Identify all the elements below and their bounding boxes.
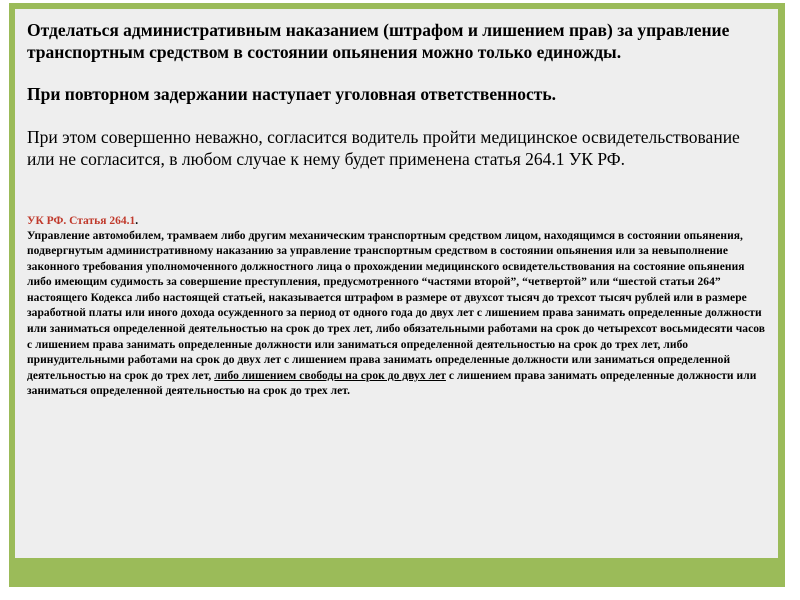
criminal-liability-paragraph: При повторном задержании наступает уголовная ответственность. xyxy=(27,84,557,104)
article-text xyxy=(27,229,767,401)
intro-paragraph: Отделаться административным наказанием (штрафом и лишением прав) за управление транспортным средством в состоянии опьянения можно только единожды. xyxy=(27,20,730,62)
medical-exam-paragraph: При этом совершенно неважно, согласится водитель пройти медицинское освидетельствование или не согласится, в любом случае к нему будет применена статья 264.1 УК РФ. xyxy=(27,126,740,169)
slide-frame xyxy=(9,3,785,587)
article-text-underlined: либо лишением свободы на срок до двух лет xyxy=(214,369,446,382)
slide-body xyxy=(15,9,778,558)
article-text-part-1: Управление автомобилем, трамваем либо другим механическим транспортным средством лицом, находящимся в состоянии опьянения, подвергнутым административному наказанию за управление транспортным средством в состоянии опьянения или за невыполнение законного требования уполномоченного должностного лица о прохождении медицинского освидетельствования на состояние опьянения либо имеющим судимость за совершение преступления, предусмотренного “частями второй”, “четвертой” или “шестой статьи 264” настоящего Кодекса либо настоящей статьей, наказывается штрафом в размере от двухсот тысяч до трехсот тысяч рублей или в размере заработной платы или иного дохода осужденного за период от одного года до двух лет с лишением права занимать определенные должности или заниматься определенной деятельностью на срок до трех лет, либо обязательными работами на срок до четырехсот восьмидесяти часов с лишением права занимать определенные должности или заниматься определенной деятельностью на срок до трех лет, либо принудительными работами на срок до двух лет с лишением права занимать определенные должности или заниматься определенной деятельностью на срок до трех лет, xyxy=(27,229,766,382)
article-heading-text: УК РФ. Статья 264.1 xyxy=(27,214,136,227)
article-heading xyxy=(27,214,767,229)
slide-content xyxy=(27,20,767,400)
article-text-part-2: с лишением права занимать определенные должности или заниматься определенной деятельностью на срок до трех лет. xyxy=(27,369,757,398)
article-heading-dot: . xyxy=(135,214,139,227)
